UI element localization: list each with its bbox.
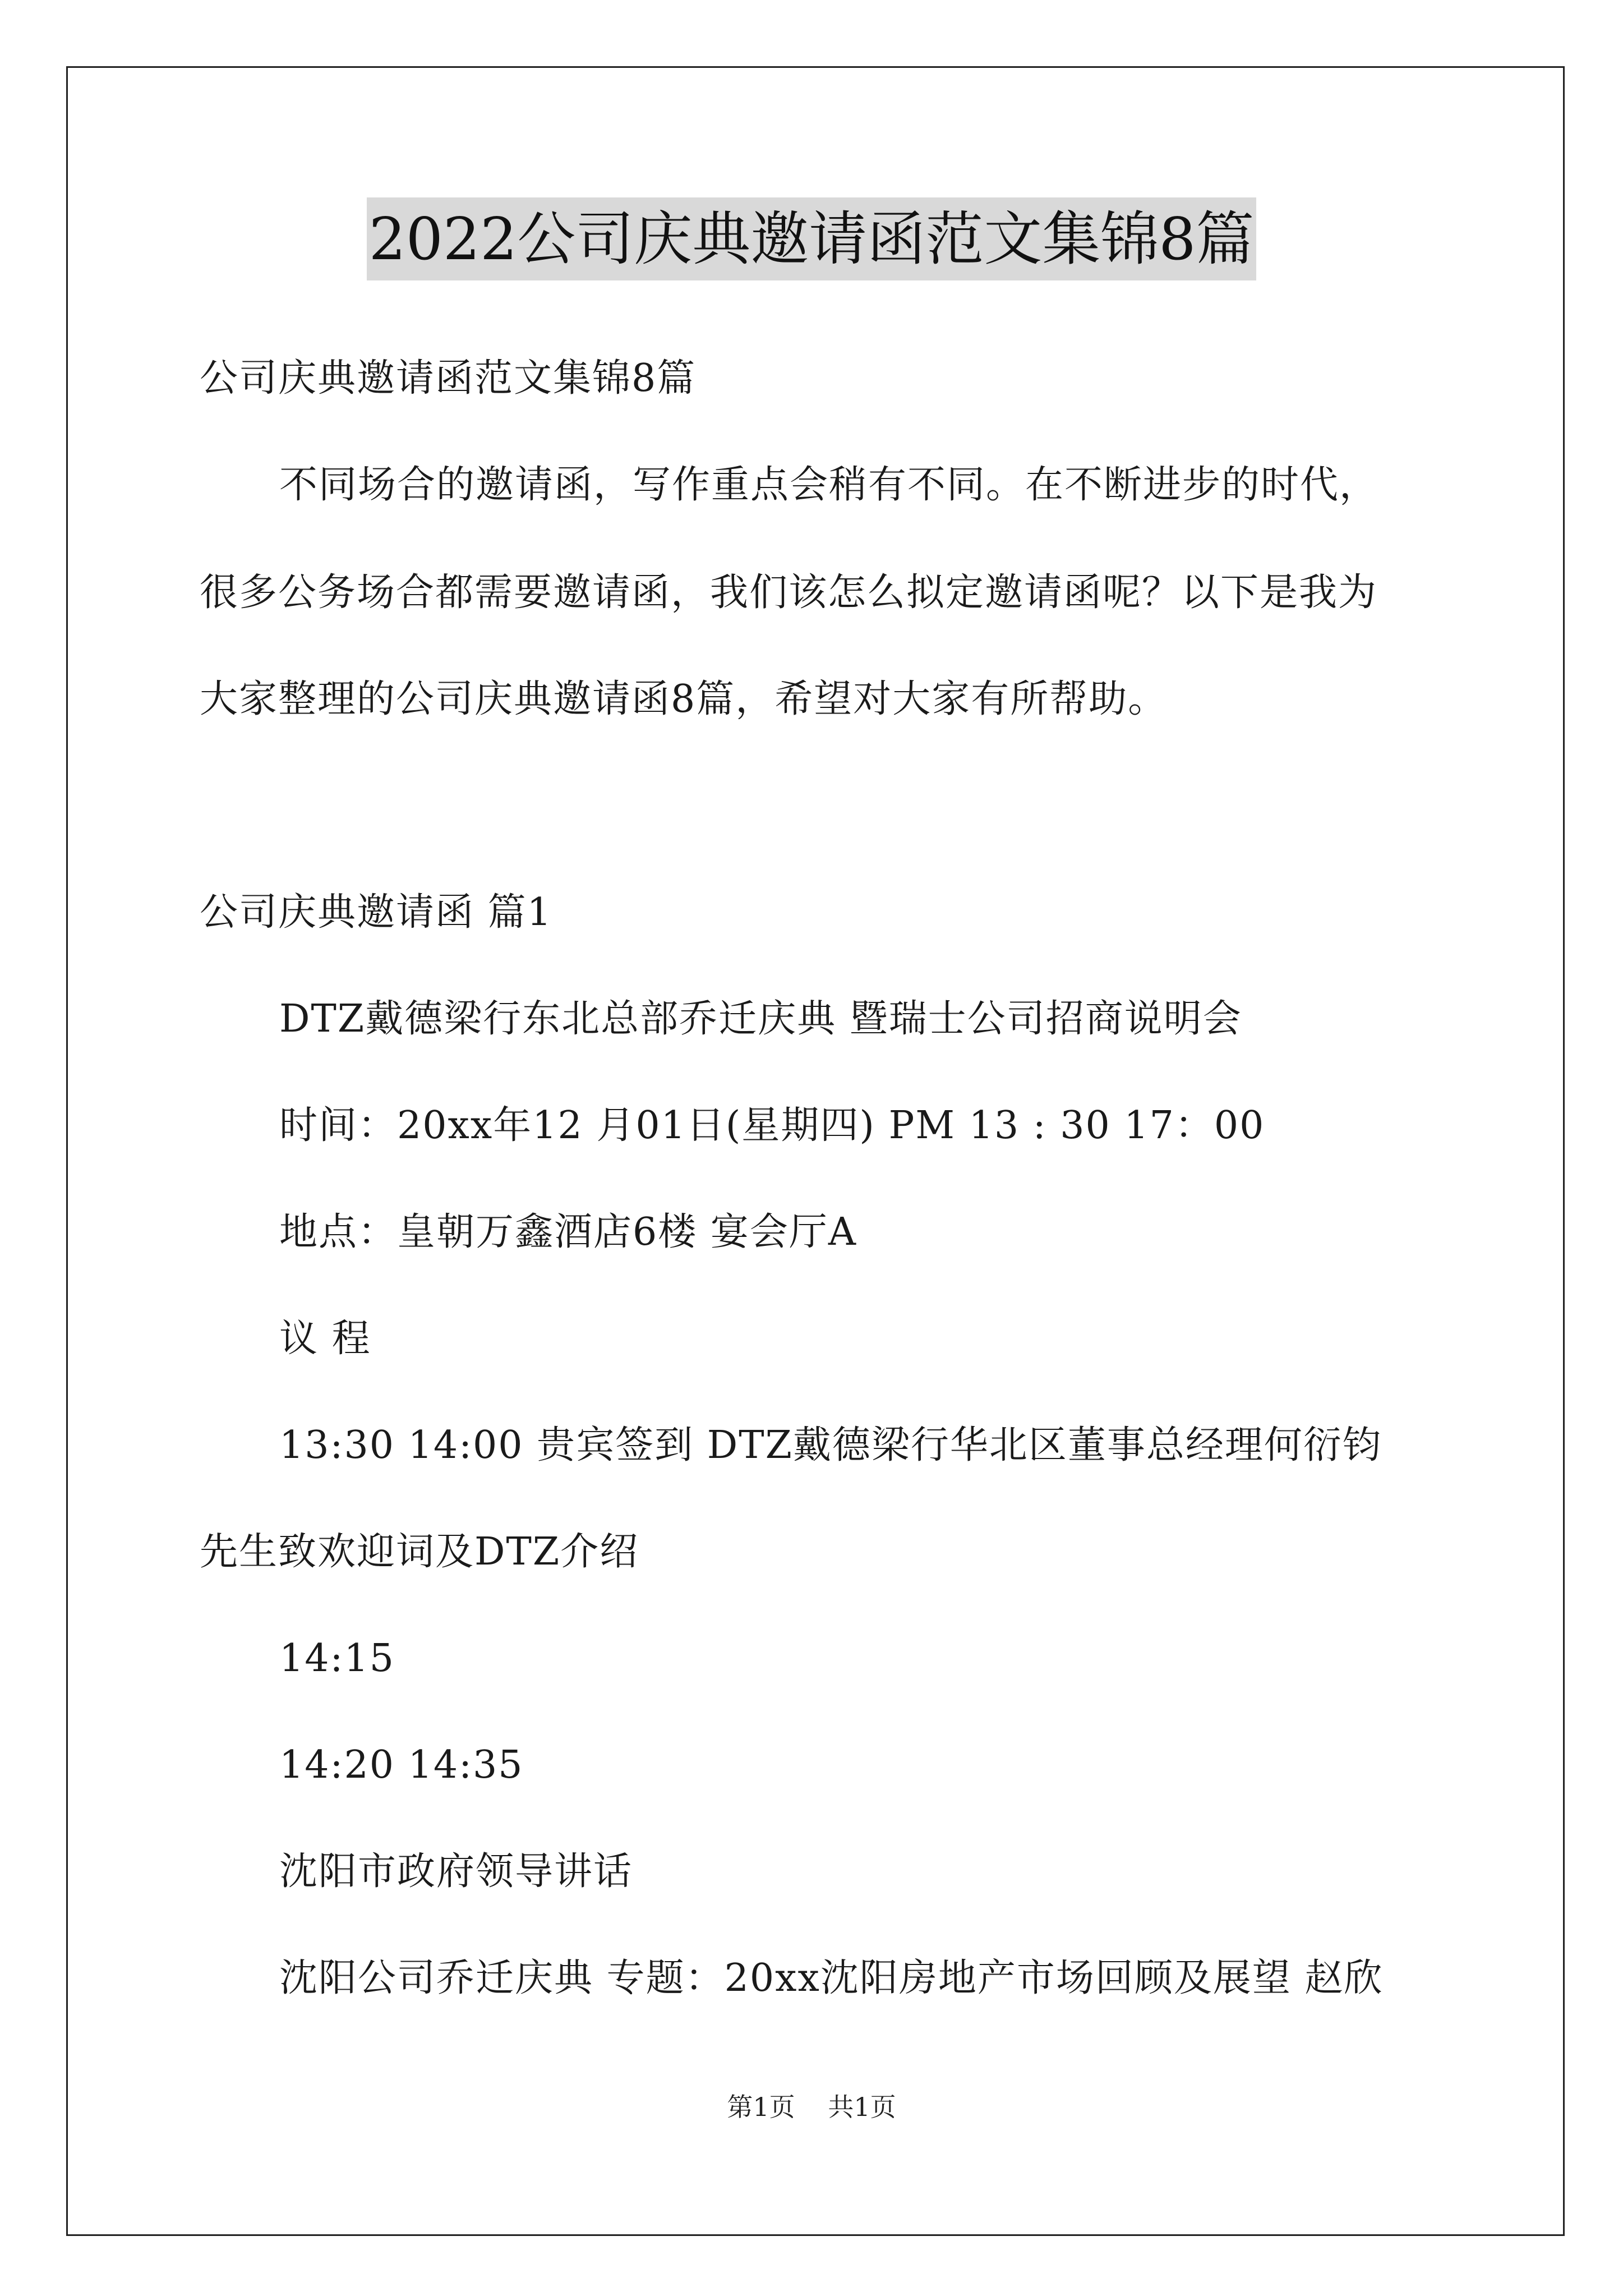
agenda-item: 先生致欢迎词及DTZ介绍 (200, 1530, 639, 1574)
intro-paragraph-line: 不同场合的邀请函，写作重点会稍有不同。在不断进步的时代， (279, 463, 1379, 507)
event-location: 地点：皇朝万鑫酒店6楼 宴会厅A (279, 1210, 857, 1254)
intro-paragraph-line: 大家整理的公司庆典邀请函8篇，希望对大家有所帮助。 (200, 677, 1168, 721)
event-time: 时间：20xx年12 月01日(星期四) PM 13 : 30 17：00 (279, 1103, 1265, 1148)
agenda-item: 沈阳市政府领导讲话 (279, 1849, 633, 1894)
agenda-item: 14:15 (279, 1636, 395, 1681)
subtitle: 公司庆典邀请函范文集锦8篇 (200, 356, 697, 401)
document-title: 2022公司庆典邀请函范文集锦8篇 (367, 197, 1257, 280)
agenda-item: 沈阳公司乔迁庆典 专题：20xx沈阳房地产市场回顾及展望 赵欣 (279, 1956, 1384, 2000)
title-container (0, 197, 1623, 280)
agenda-item: 14:20 14:35 (279, 1743, 524, 1787)
agenda-heading: 议 程 (279, 1317, 371, 1361)
page-footer (0, 2087, 1623, 2124)
agenda-item: 13:30 14:00 贵宾签到 DTZ戴德梁行华北区董事总经理何衍钧 (279, 1423, 1382, 1467)
intro-paragraph-line: 很多公务场合都需要邀请函，我们该怎么拟定邀请函呢？以下是我为 (200, 570, 1378, 615)
page-total: 共1页 (828, 2092, 896, 2122)
event-title: DTZ戴德梁行东北总部乔迁庆典 暨瑞士公司招商说明会 (279, 997, 1242, 1041)
section-heading: 公司庆典邀请函 篇1 (200, 890, 552, 935)
page-number: 第1页 (727, 2092, 795, 2122)
